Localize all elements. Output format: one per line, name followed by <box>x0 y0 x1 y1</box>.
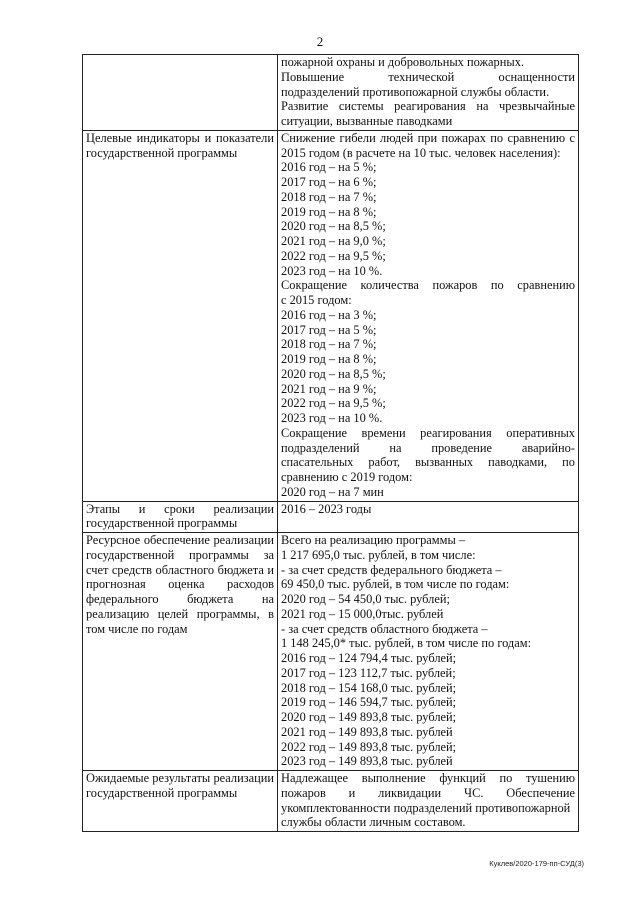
content-line: 2020 год – 149 893,8 тыс. рублей; <box>281 710 457 724</box>
content-line: Сокращение количества пожаров по сравнению <box>281 278 575 293</box>
content-line: 2016 год – 124 794,4 тыс. рублей; <box>281 651 457 665</box>
row-label: Целевые индикаторы и показатели государственной программы <box>86 130 274 160</box>
content-line: 2019 год – на 8 %; <box>281 352 377 366</box>
row-label: Ресурсное обеспечение реализации государственной программы за счет средств областного бюджета и прогнозная оценка расходов федерального бюджета на реализацию целей программы, в том числе по годам <box>86 533 274 636</box>
row-label-cell <box>83 130 278 501</box>
table-row <box>83 55 579 131</box>
content-line: - за счет средств федерального бюджета – <box>281 562 502 577</box>
content-line: Надлежащее выполнение функций по тушению <box>281 771 575 785</box>
content-line: Снижение гибели людей при пожарах по сравнению с <box>281 130 575 145</box>
content-line: 2016 год – на 5 %; <box>281 160 377 175</box>
page-number: 2 <box>316 34 324 49</box>
content-line: 2019 год – на 8 %; <box>281 204 377 219</box>
content-line: 1 148 245,0* тыс. рублей, в том числе по годам: <box>281 636 532 651</box>
content-line: Развитие системы реагирования на чрезвычайные <box>281 99 575 114</box>
content-line: 2022 год – на 9,5 %; <box>281 396 386 411</box>
content-line: 2020 год – на 8,5 %; <box>281 219 386 234</box>
content-line: 2020 год – на 7 мин <box>281 484 384 499</box>
row-label-cell <box>83 55 278 131</box>
content-line: 1 217 695,0 тыс. рублей, в том числе: <box>281 547 476 562</box>
table-row <box>83 501 579 533</box>
content-line: 2018 год – 154 168,0 тыс. рублей; <box>281 680 457 695</box>
content-line: Повышение технической оснащенности <box>281 69 575 84</box>
content-line: 2015 годом (в расчете на 10 тыс. человек населения): <box>281 145 561 160</box>
table-row <box>83 533 579 771</box>
content-line: 2021 год – на 9,0 %; <box>281 234 386 248</box>
content-line: - за счет средств областного бюджета – <box>281 621 488 636</box>
content-line: Всего на реализацию программы – <box>281 533 466 547</box>
table-row <box>83 771 579 832</box>
content-line: 2021 год – на 9 %; <box>281 381 377 396</box>
document-footer-code: Куклев/2020-179-пп-СУД(3) <box>489 859 584 868</box>
content-line: укомплектованности подразделений противопожарной <box>281 800 571 815</box>
row-label: Ожидаемые результаты реализации государственной программы <box>86 771 274 800</box>
content-line: 2023 год – на 10 %. <box>281 411 383 425</box>
content-line: подразделений противопожарной службы области. <box>281 84 550 99</box>
content-line: 2023 год – 149 893,8 тыс. рублей <box>281 754 453 769</box>
content-line: 2018 год – на 7 %; <box>281 189 377 204</box>
content-line: 2021 год – 149 893,8 тыс. рублей <box>281 724 453 739</box>
content-line: 2019 год – 146 594,7 тыс. рублей; <box>281 695 457 710</box>
content-line: подразделений на проведение аварийно- <box>281 440 575 455</box>
content-line: Сокращение времени реагирования оперативных <box>281 425 575 440</box>
content-line: с 2015 годом: <box>281 293 352 307</box>
row-content-cell <box>278 130 579 501</box>
content-line: 2016 – 2023 годы <box>281 501 372 516</box>
content-line: 2018 год – на 7 %; <box>281 337 377 352</box>
table-body <box>83 55 579 832</box>
content-line: 69 450,0 тыс. рублей, в том числе по годам: <box>281 577 510 592</box>
row-content-cell <box>278 771 579 832</box>
content-line: 2016 год – на 3 %; <box>281 307 377 322</box>
content-line: 2023 год – на 10 %. <box>281 263 383 278</box>
content-line: спасательных работ, вызванных паводками, по <box>281 455 575 470</box>
content-line: 2017 год – 123 112,7 тыс. рублей; <box>281 665 456 680</box>
table-row <box>83 130 579 501</box>
content-line: 2022 год – на 9,5 %; <box>281 248 386 263</box>
content-line: пожарной охраны и добровольных пожарных. <box>281 55 524 69</box>
row-content-cell <box>278 55 579 131</box>
row-label-cell <box>83 501 278 533</box>
program-passport-table <box>82 54 579 832</box>
row-label-cell <box>83 533 278 771</box>
row-label: Этапы и сроки реализации государственной программы <box>86 501 274 531</box>
content-line: ситуации, вызванные паводками <box>281 114 453 128</box>
row-content-cell <box>278 533 579 771</box>
content-line: сравнению с 2019 годом: <box>281 470 413 484</box>
content-line: 2020 год – на 8,5 %; <box>281 366 386 381</box>
row-content-cell <box>278 501 579 533</box>
content-line: 2017 год – на 5 %; <box>281 322 377 337</box>
content-line: пожаров и ликвидации ЧС. Обеспечение <box>281 785 575 800</box>
content-line: 2021 год – 15 000,0тыс. рублей <box>281 606 444 621</box>
row-label-cell <box>83 771 278 832</box>
content-line: 2017 год – на 6 %; <box>281 175 377 189</box>
content-line: службы области личным составом. <box>281 815 466 830</box>
content-line: 2020 год – 54 450,0 тыс. рублей; <box>281 592 450 606</box>
content-line: 2022 год – 149 893,8 тыс. рублей; <box>281 739 457 754</box>
